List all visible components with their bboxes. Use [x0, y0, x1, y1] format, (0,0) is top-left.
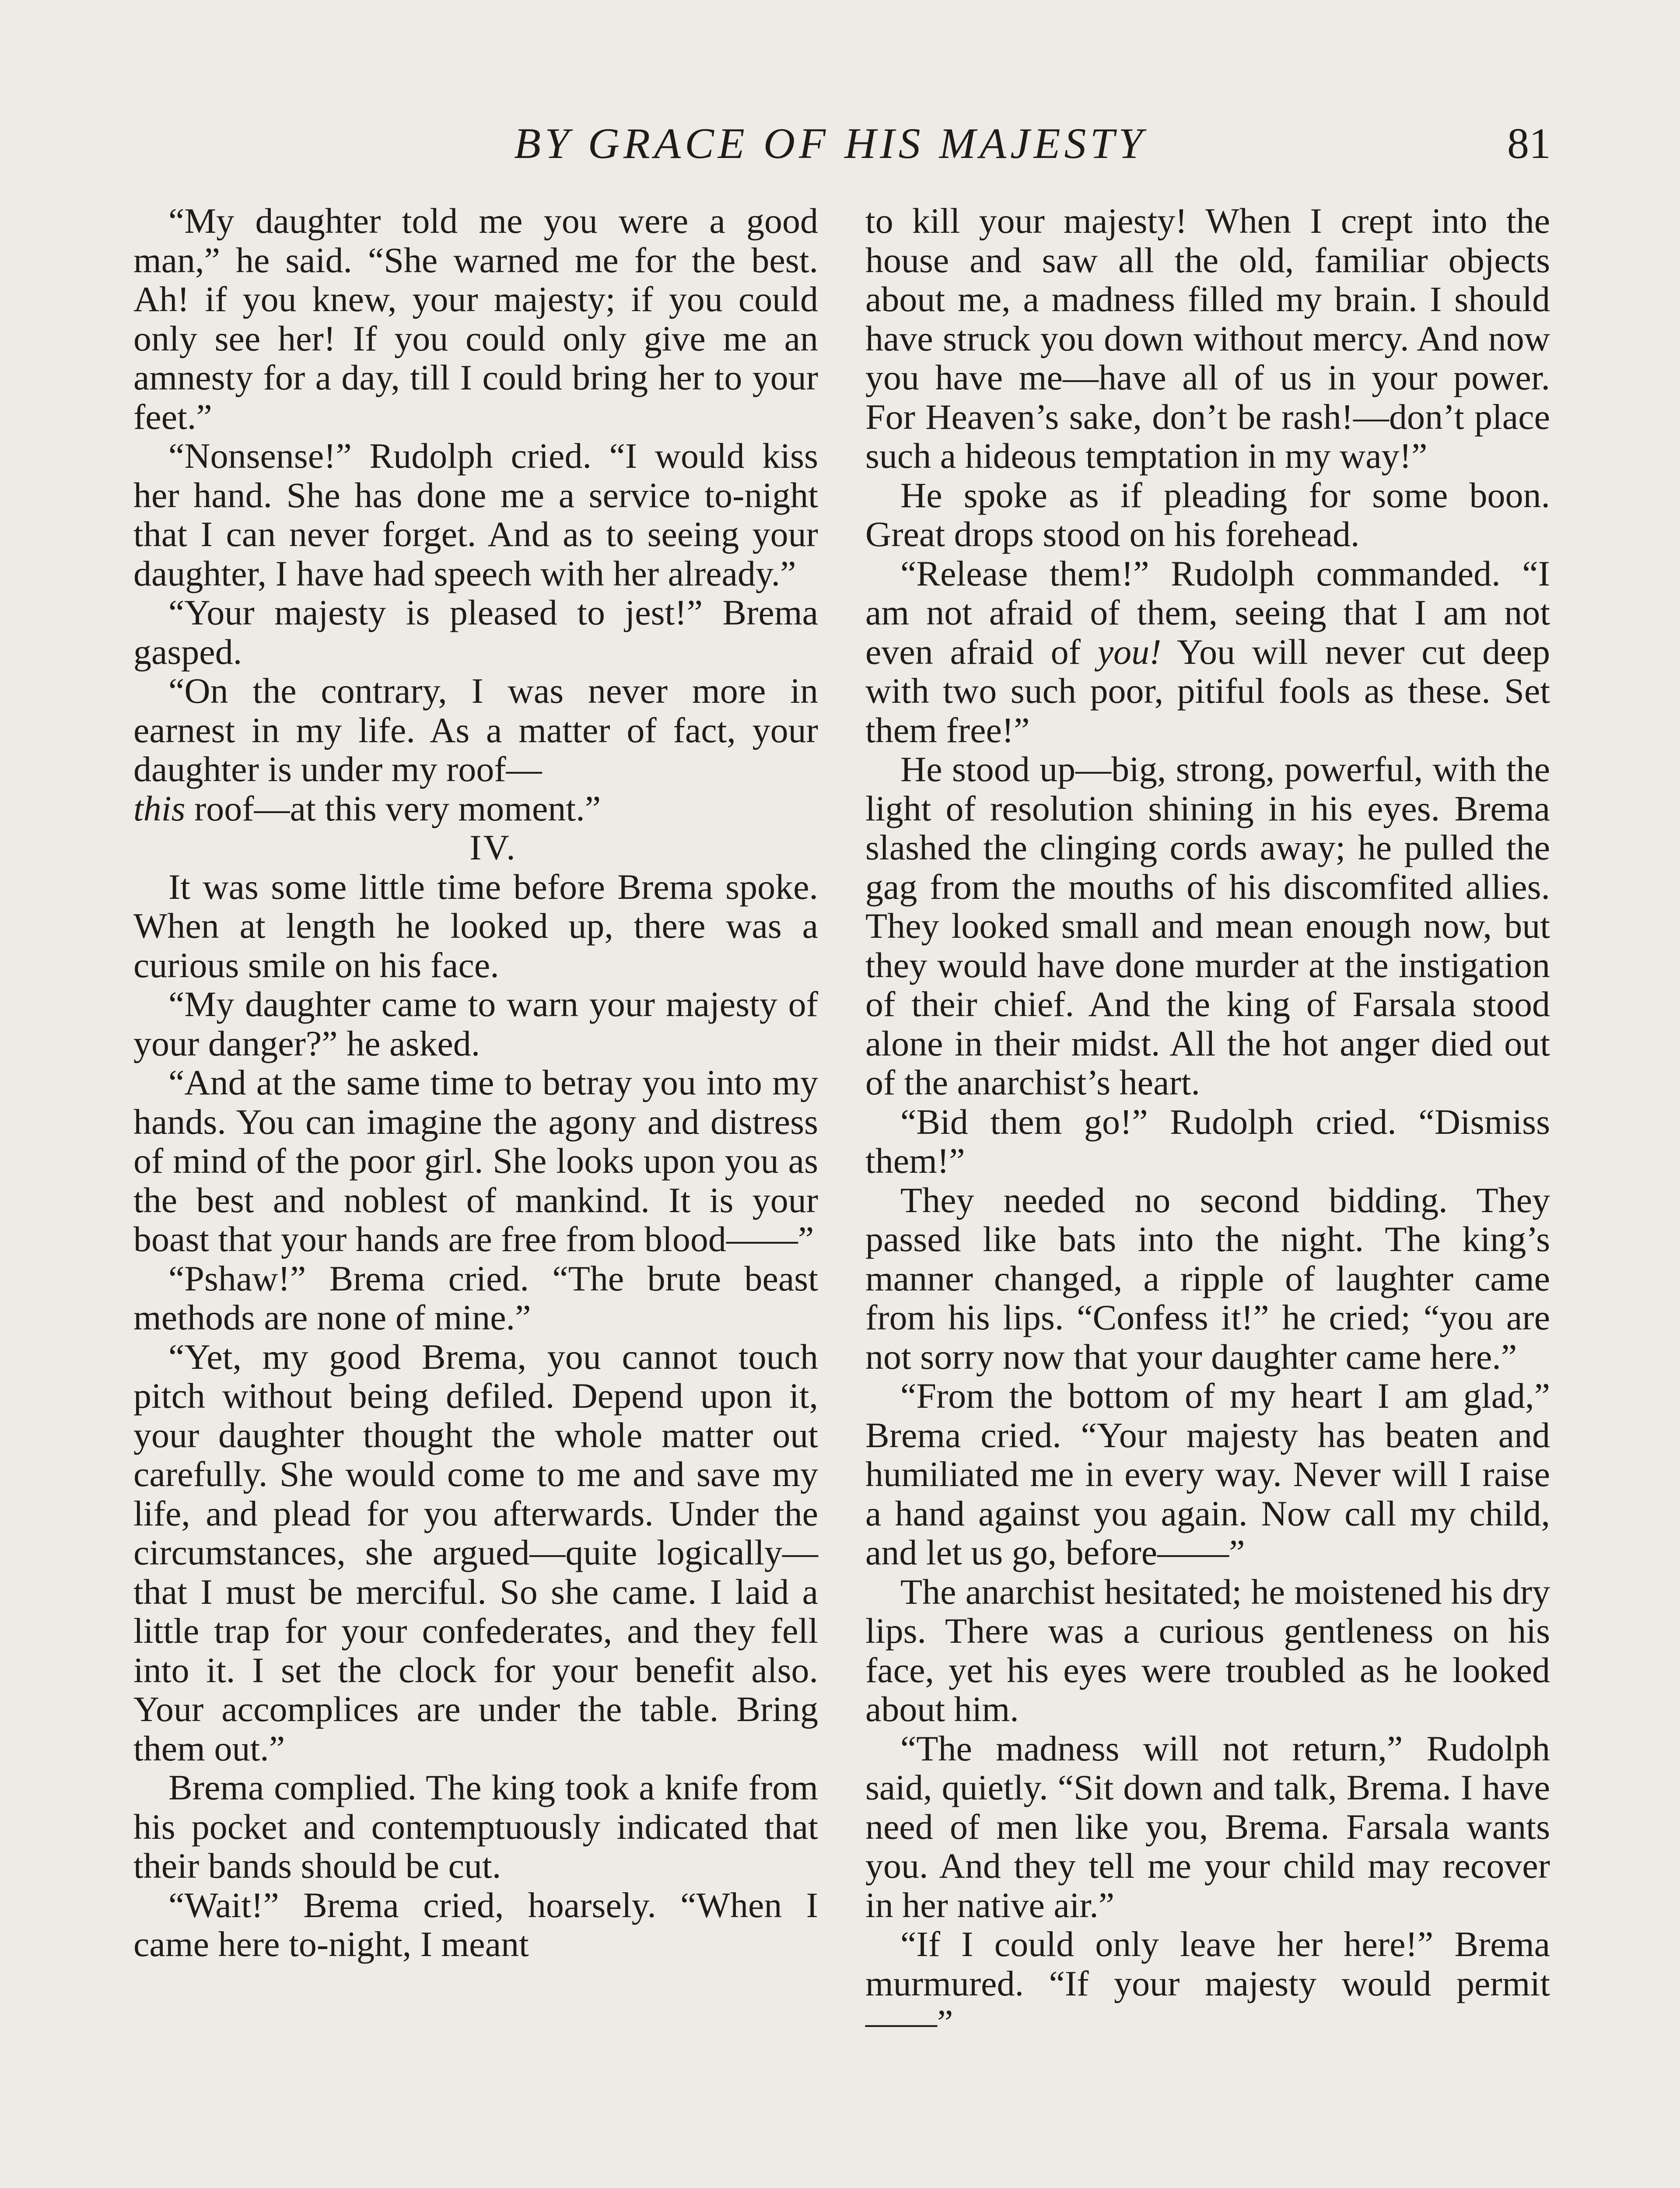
paragraph: “Yet, my good Brema, you cannot touch pitch without being defiled. Depend upon it, your daughter thought the whole matter out carefully. She would come to me and save my life, and plead for you afterwards. Under the circumstances, she argued—quite logically—that I must be merciful. So she came. I laid a little trap for your confederates, and they fell into it. I set the clock for your benefit also. Your accomplices are under the table. Bring them out.” [133, 1336, 818, 1768]
paragraph-text: roof—at this very moment.” [185, 788, 601, 828]
page-number: 81 [1507, 119, 1551, 168]
section-heading: IV. [469, 828, 517, 867]
paragraph: “Nonsense!” Rudolph cried. “I would kiss her hand. She has done me a service to-night that I can never forget. And as to seeing your daughter, I have had speech with her already.” [133, 436, 818, 593]
paragraph: to kill your majesty! When I crept into the house and saw all the old, familiar objects about me, a madness filled my brain. I should have struck you down without mercy. And now you have me—have all of us in your power. For Heaven’s sake, don’t be rash!—don’t place such a hideous temptation in my way!” [865, 201, 1550, 476]
paragraph: He stood up—big, strong, powerful, with the light of resolution shining in his eyes. Brema slashed the clinging cords away; he pulled the gag from the mouths of his discomfited allies. They looked small and mean enough now, but they would have done murder at the instigation of their chief. And the king of Farsala stood alone in their midst. All the hot anger died out of the anarchist’s heart. [865, 749, 1550, 1102]
paragraph: “From the bottom of my heart I am glad,” Brema cried. “Your majesty has beaten and humiliated me in every way. Never will I raise a hand against you again. Now call my child, and let us go, before——” [865, 1376, 1550, 1572]
emphasis: this [133, 788, 186, 828]
paragraph-text: “On the contrary, I was never more in earnest in my life. As a matter of fact, your daughter is under my roof— [133, 671, 818, 789]
paragraph: “If I could only leave her here!” Brema murmured. “If your majesty would permit——” [865, 1924, 1550, 2042]
paragraph: He spoke as if pleading for some boon. Great drops stood on his forehead. [865, 475, 1550, 554]
paragraph: “And at the same time to betray you into my hands. You can imagine the agony and distress of mind of the poor girl. She looks upon you as the best and noblest of mankind. It is your boast that your hands are free from blood——” [133, 1062, 818, 1259]
paragraph-text: You will never cut deep with two such poor, pitiful fools as these. Set them free!” [865, 631, 1550, 750]
paragraph: “Bid them go!” Rudolph cried. “Dismiss them!” [865, 1101, 1550, 1181]
paragraph: “Your majesty is pleased to jest!” Brema gasped. [133, 593, 818, 672]
paragraph-text: “Release them!” Rudolph commanded. “I am not afraid of them, seeing that I am not even afraid of [865, 553, 1550, 672]
paragraph: “My daughter told me you were a good man,” he said. “She warned me for the best. Ah! if you knew, your majesty; if you could only see her! If you could only give me an amnesty for a day, till I could bring her to your feet.” [133, 201, 818, 437]
paragraph: They needed no second bidding. They passed like bats into the night. The king’s manner changed, a ripple of laughter came from his lips. “Confess it!” he cried; “you are not sorry now that your daughter came here.” [865, 1180, 1550, 1377]
paragraph: Brema complied. The king took a knife from his pocket and contemptuously indicated that their bands should be cut. [133, 1767, 818, 1886]
paragraph: “Wait!” Brema cried, hoarsely. “When I came here to-night, I meant [133, 1885, 818, 1964]
paragraph: “The madness will not return,” Rudolph said, quietly. “Sit down and talk, Brema. I have need of men like you, Brema. Farsala wants you. And they tell me your child may recover in her native air.” [865, 1728, 1550, 1925]
paragraph: “My daughter came to warn your majesty of your danger?” he asked. [133, 984, 818, 1063]
paragraph [133, 671, 818, 828]
running-title: BY GRACE OF HIS MAJESTY [514, 119, 1147, 168]
right-column [865, 201, 1550, 2042]
left-column [133, 201, 818, 1964]
paragraph [865, 554, 1550, 750]
paragraph: “Pshaw!” Brema cried. “The brute beast methods are none of mine.” [133, 1258, 818, 1337]
paragraph: The anarchist hesitated; he moistened his dry lips. There was a curious gentleness on his face, yet his eyes were troubled as he looked about him. [865, 1571, 1550, 1729]
emphasis: you! [1097, 631, 1162, 672]
paragraph: It was some little time before Brema spoke. When at length he looked up, there was a curious smile on his face. [133, 866, 818, 985]
